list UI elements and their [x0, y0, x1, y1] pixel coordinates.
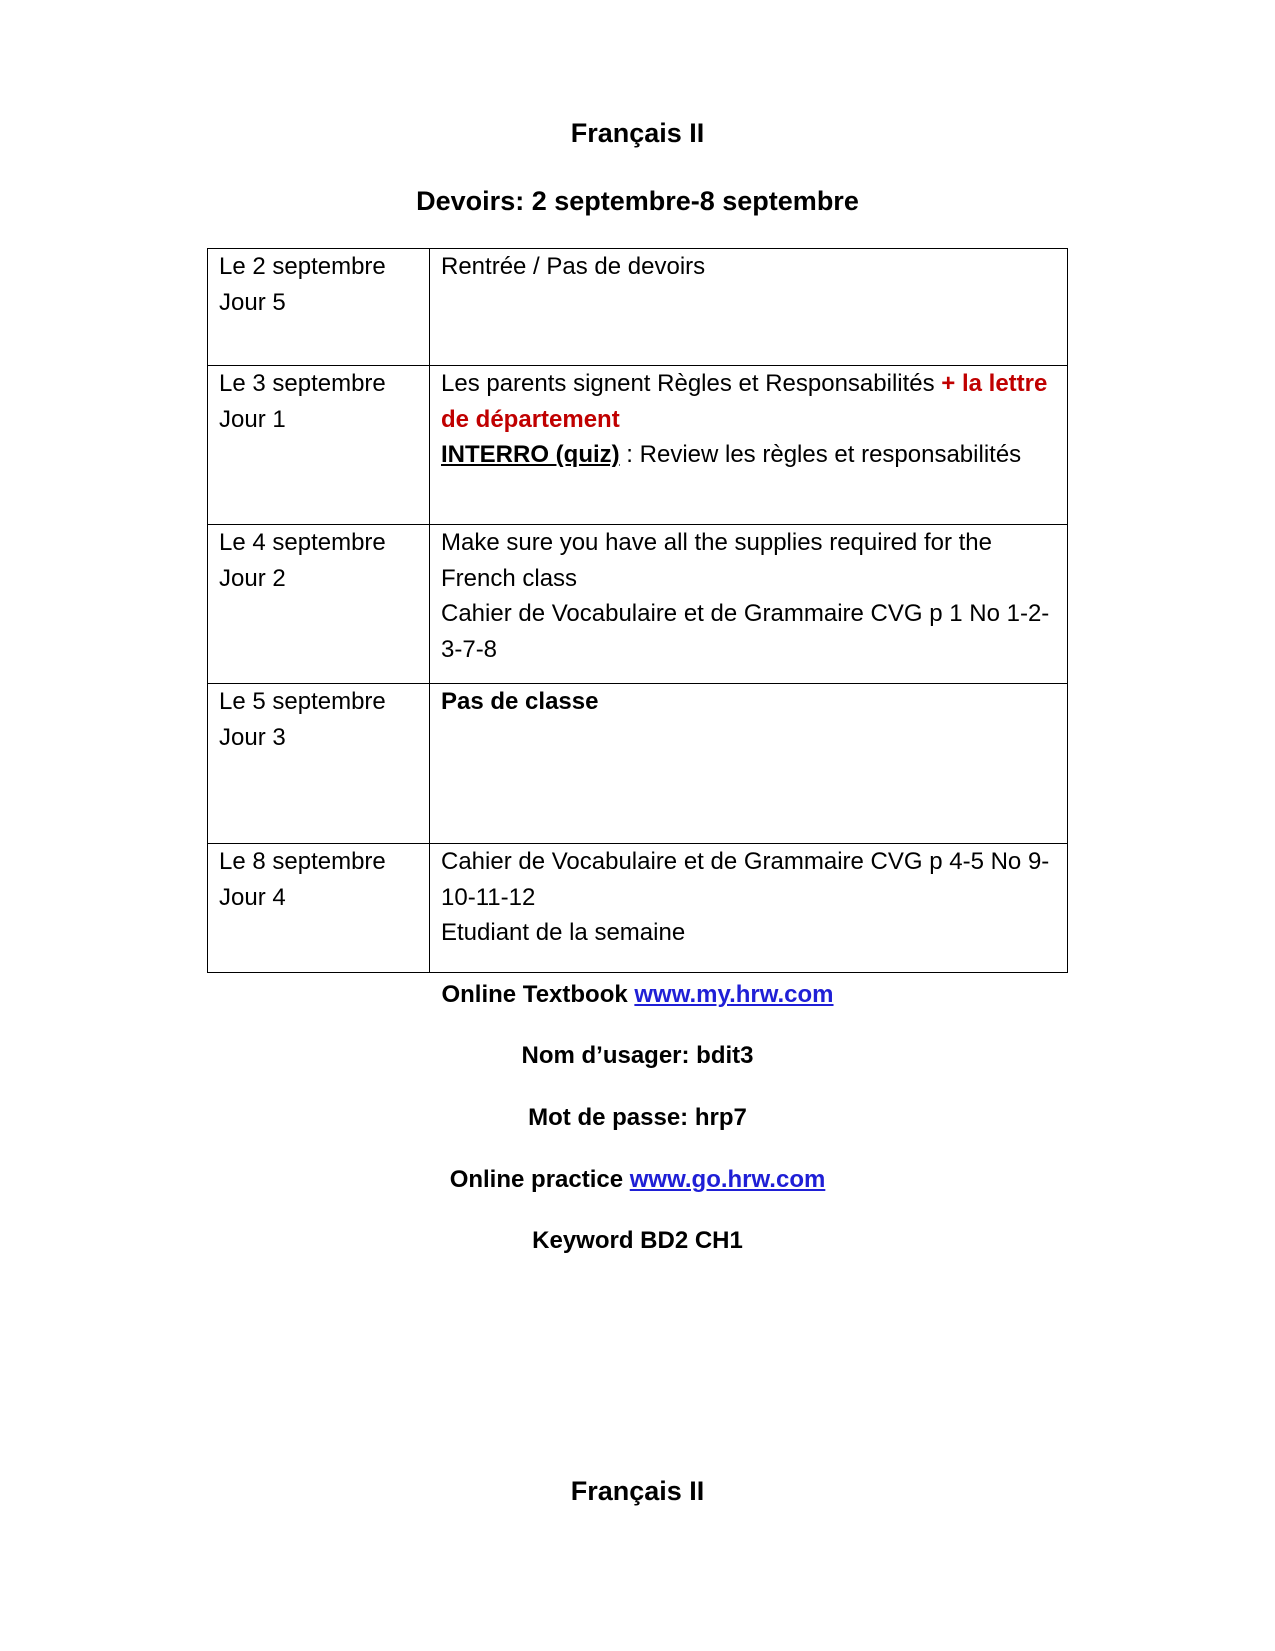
date-label: Le 3 septembre — [219, 370, 386, 397]
password-line: Mot de passe: hrp7 — [528, 1104, 747, 1131]
date-label: Le 2 septembre — [219, 253, 386, 280]
task-cell — [430, 684, 1068, 844]
task-text: Cahier de Vocabulaire et de Grammaire CVG p 1 No 1-2-3-7-8 — [441, 600, 1050, 663]
keyword-line: Keyword BD2 CH1 — [532, 1227, 743, 1254]
task-text: Cahier de Vocabulaire et de Grammaire CVG p 4-5 No 9-10-11-12 — [441, 848, 1050, 911]
page-title: Français II — [570, 118, 705, 148]
day-cell — [208, 366, 430, 525]
jour-label: Jour 5 — [219, 288, 286, 316]
jour-label: Jour 1 — [219, 405, 286, 433]
day-cell — [208, 525, 430, 684]
jour-label: Jour 2 — [219, 564, 286, 592]
online-textbook-link[interactable]: www.my.hrw.com — [634, 981, 834, 1008]
page-subtitle: Devoirs: 2 septembre-8 septembre — [416, 186, 859, 216]
jour-label: Jour 3 — [219, 723, 286, 751]
task-text: Les parents signent Règles et Responsabilités — [441, 370, 942, 397]
department-letter-note: + la lettre de département — [441, 370, 1048, 433]
table-row — [208, 366, 1068, 525]
homework-table — [207, 248, 1068, 973]
date-label: Le 5 septembre — [219, 688, 386, 715]
next-page-title: Français II — [570, 1476, 705, 1506]
task-cell — [430, 844, 1068, 973]
table-row — [208, 525, 1068, 684]
task-cell — [430, 525, 1068, 684]
online-practice-label: Online practice — [449, 1166, 630, 1193]
day-cell — [208, 844, 430, 973]
task-cell — [430, 366, 1068, 525]
online-textbook-label: Online Textbook — [441, 981, 635, 1008]
date-label: Le 8 septembre — [219, 848, 386, 875]
task-text: Make sure you have all the supplies required for the French class — [441, 529, 992, 592]
date-label: Le 4 septembre — [219, 529, 386, 556]
online-textbook-line — [0, 980, 1275, 1010]
day-cell — [208, 249, 430, 366]
online-practice-line — [0, 1165, 1275, 1195]
table-row — [208, 684, 1068, 844]
task-cell — [430, 249, 1068, 366]
jour-label: Jour 4 — [219, 883, 286, 911]
online-practice-link[interactable]: www.go.hrw.com — [629, 1166, 826, 1193]
table-row — [208, 249, 1068, 366]
task-text: Pas de classe — [441, 688, 599, 715]
task-text: Etudiant de la semaine — [441, 919, 686, 946]
quiz-label: INTERRO (quiz) — [441, 441, 620, 468]
quiz-line — [441, 437, 1057, 473]
table-row — [208, 844, 1068, 973]
task-text: Rentrée / Pas de devoirs — [441, 253, 706, 280]
username-line: Nom d’usager: bdit3 — [521, 1042, 754, 1069]
quiz-description: : Review les règles et responsabilités — [619, 441, 1022, 468]
day-cell — [208, 684, 430, 844]
